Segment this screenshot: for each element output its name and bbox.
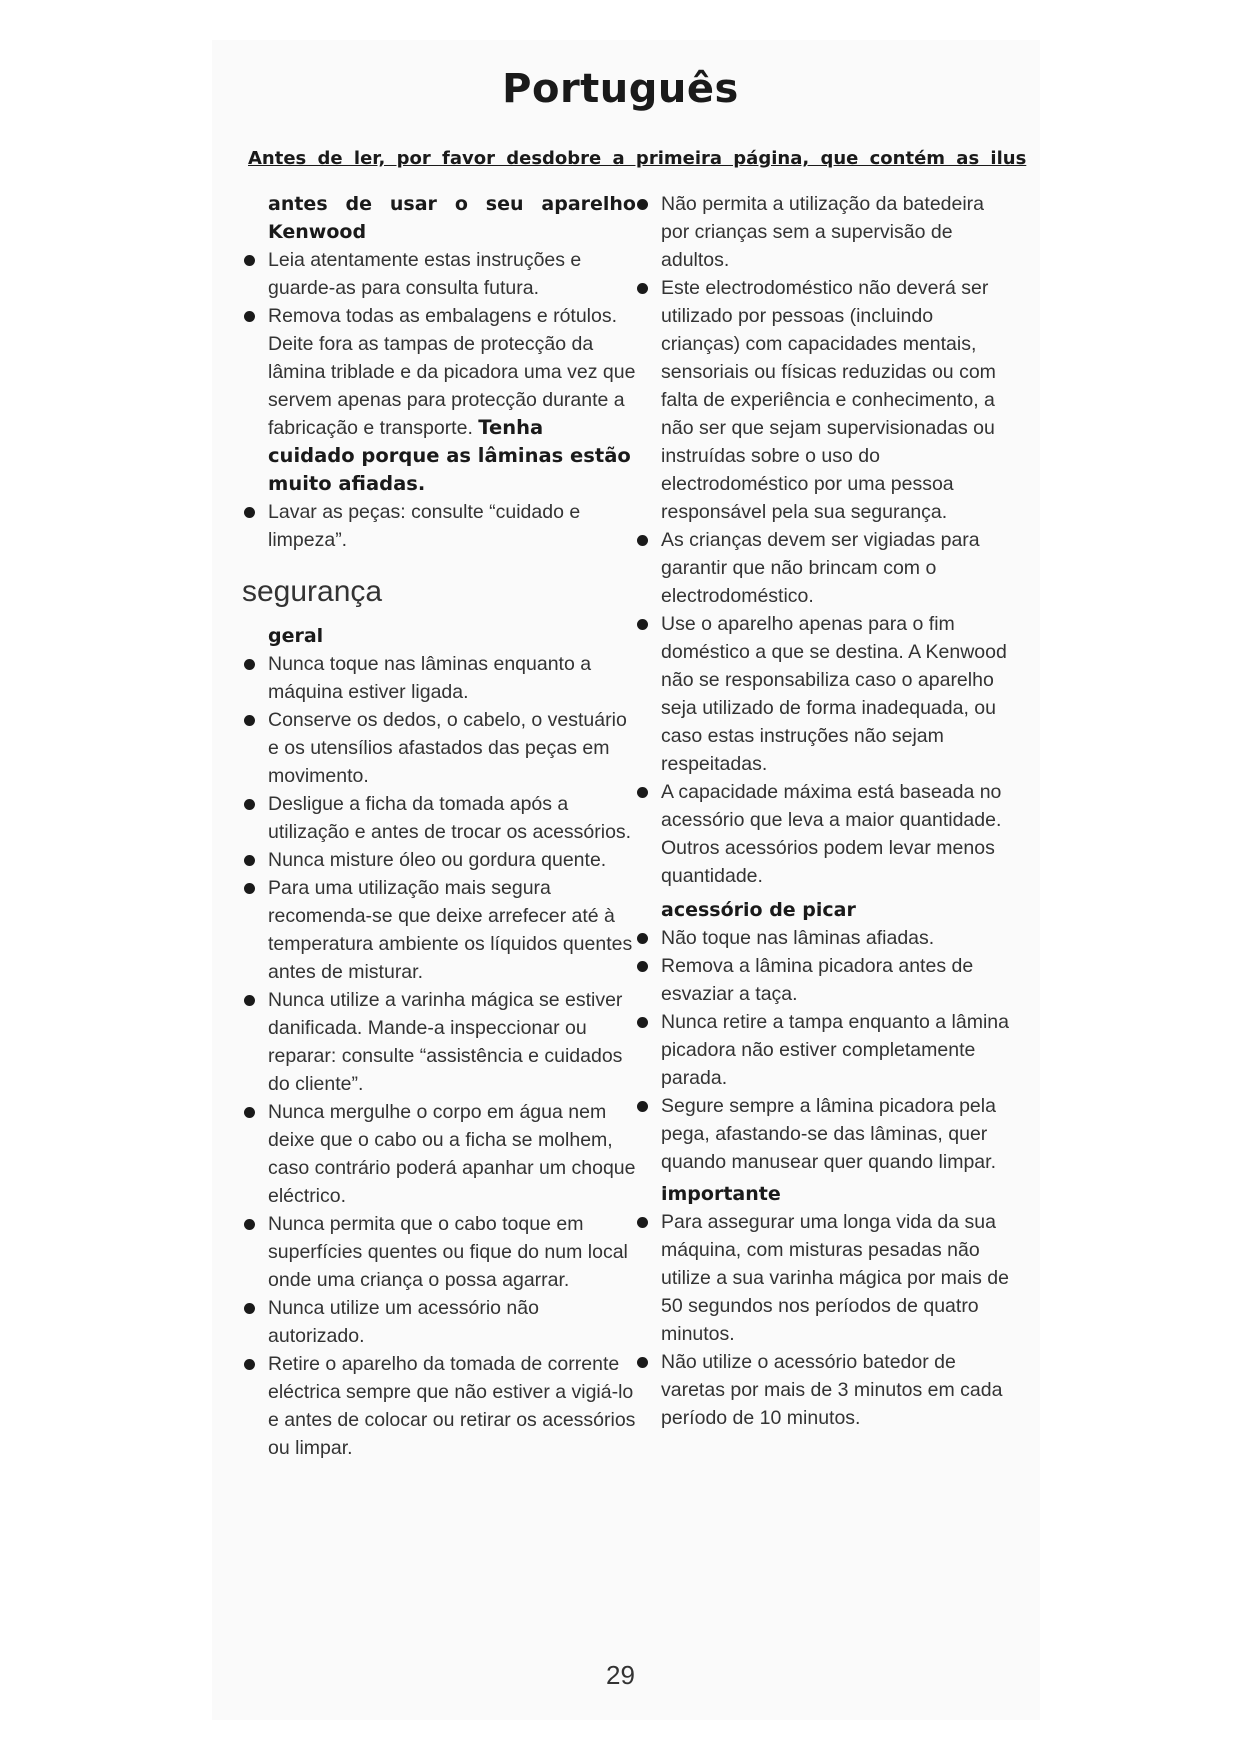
list-item: As crianças devem ser vigiadas para garantir que não brincam com o electrodoméstico. xyxy=(635,526,1015,610)
list-item: Nunca misture óleo ou gordura quente. xyxy=(242,846,636,874)
list-item: Retire o aparelho da tomada de corrente eléctrica sempre que não estiver a vigiá-lo e antes de colocar ou retirar os acessórios ou limpar. xyxy=(242,1350,636,1462)
list-item: Nunca permita que o cabo toque em superfícies quentes ou fique do num local onde uma criança o possa agarrar. xyxy=(242,1210,636,1294)
subheading-chopper: acessório de picar xyxy=(661,899,856,921)
intro-line: Antes de ler, por favor desdobre a primeira página, que contém as ilus xyxy=(248,148,1027,169)
page-number: 29 xyxy=(606,1660,635,1690)
before-use-heading-brand: Kenwood xyxy=(268,221,367,243)
page-title: Português xyxy=(502,66,739,112)
list-item: Nunca retire a tampa enquanto a lâmina picadora não estiver completamente parada. xyxy=(635,1008,1015,1092)
warning-bold-text: Tenha cuidado porque as lâminas estão muito afiadas. xyxy=(268,416,631,495)
section-title-safety: segurança xyxy=(242,575,383,608)
list-item: Nunca utilize a varinha mágica se estiver danificada. Mande-a inspeccionar ou reparar: consulte “assistência e cuidados do cliente”. xyxy=(242,986,636,1098)
list-item: Use o aparelho apenas para o fim doméstico a que se destina. A Kenwood não se responsabiliza caso o aparelho seja utilizado de forma inadequada, ou caso estas instruções não sejam respeitadas. xyxy=(635,610,1015,778)
list-item: Desligue a ficha da tomada após a utilização e antes de trocar os acessórios. xyxy=(242,790,636,846)
list-item: Segure sempre a lâmina picadora pela pega, afastando-se das lâminas, quer quando manusear quer quando limpar. xyxy=(635,1092,1015,1176)
list-item: Não utilize o acessório batedor de varetas por mais de 3 minutos em cada período de 10 minutos. xyxy=(635,1348,1015,1432)
list-item: Lavar as peças: consulte “cuidado e limpeza”. xyxy=(242,498,636,554)
before-use-heading: antes de usar o seu aparelho xyxy=(268,193,636,215)
list-item: Remova todas as embalagens e rótulos. Deite fora as tampas de protecção da lâmina triblade e da picadora uma vez que servem apenas para protecção durante a fabricação e transporte. Tenha cuidado porque as lâminas estão muito afiadas. xyxy=(242,302,636,498)
list-item: Não permita a utilização da batedeira por crianças sem a supervisão de adultos. xyxy=(635,190,1015,274)
left-column xyxy=(242,190,636,1462)
subheading-important: importante xyxy=(661,1183,781,1205)
list-item: Nunca toque nas lâminas enquanto a máquina estiver ligada. xyxy=(242,650,636,706)
list-item: Nunca mergulhe o corpo em água nem deixe que o cabo ou a ficha se molhem, caso contrário poderá apanhar um choque eléctrico. xyxy=(242,1098,636,1210)
list-item: Não toque nas lâminas afiadas. xyxy=(635,924,1015,952)
list-item: Para assegurar uma longa vida da sua máquina, com misturas pesadas não utilize a sua varinha mágica por mais de 50 segundos nos períodos de quatro minutos. xyxy=(635,1208,1015,1348)
list-item: Conserve os dedos, o cabelo, o vestuário e os utensílios afastados das peças em movimento. xyxy=(242,706,636,790)
list-item: Leia atentamente estas instruções e guarde-as para consulta futura. xyxy=(242,246,636,302)
list-item: Nunca utilize um acessório não autorizado. xyxy=(242,1294,636,1350)
list-item: A capacidade máxima está baseada no acessório que leva a maior quantidade. Outros acessórios podem levar menos quantidade. xyxy=(635,778,1015,890)
list-item: Para uma utilização mais segura recomenda-se que deixe arrefecer até à temperatura ambiente os líquidos quentes antes de misturar. xyxy=(242,874,636,986)
list-item: Este electrodoméstico não deverá ser utilizado por pessoas (incluindo crianças) com capacidades mentais, sensoriais ou físicas reduzidas ou com falta de experiência e conhecimento, a não ser que sejam supervisionadas ou instruídas sobre o uso do electrodoméstico por uma pessoa responsável pela sua segurança. xyxy=(635,274,1015,526)
right-column xyxy=(635,190,1015,1432)
list-item: Remova a lâmina picadora antes de esvaziar a taça. xyxy=(635,952,1015,1008)
subheading-general: geral xyxy=(268,625,324,647)
